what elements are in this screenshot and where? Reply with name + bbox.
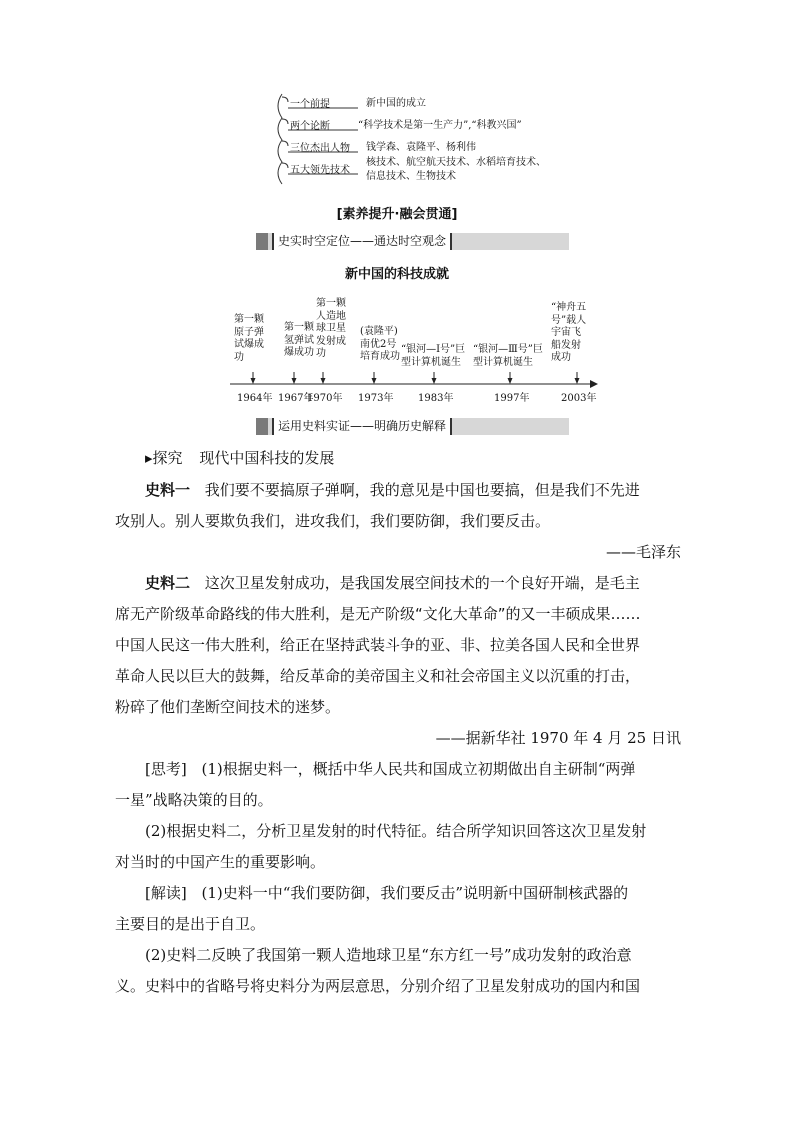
summary-label-4: 五大领先技术 [290, 165, 350, 176]
timeline-event-6: “银河—Ⅲ号”巨 型计算机诞生 [473, 344, 543, 368]
summary-detail-3: 钱学森、袁隆平、杨利伟 [366, 142, 476, 153]
timeline-arrowhead-5 [432, 378, 437, 384]
think-q1-text: (1)根据史料一，概括中华人民共和国成立初期做出自主研制“两弹 [201, 760, 636, 778]
inquiry-title: 现代中国科技的发展 [199, 449, 335, 467]
summary-label-2: 两个论断 [290, 121, 330, 132]
timeline-year-3: 1970年 [307, 393, 343, 404]
summary-label-3: 三位杰出人物 [290, 143, 350, 154]
summary-detail-4: 核技术、航空航天技术、水稻培育技术、 [366, 157, 546, 168]
band-evidence-text: 运用史料实证——明确历史解释 [272, 418, 452, 435]
source1-text-1: 我们要不要搞原子弹啊，我的意见是中国也要搞，但是我们不先进 [204, 481, 640, 499]
timeline-event-4: (袁隆平) 南优2号 培育成功 [360, 326, 400, 362]
interpret-a1-text: (1)史料一中“我们要防御，我们要反击”说明新中国研制核武器的 [201, 884, 629, 902]
interpret-a1-line1 [115, 878, 681, 909]
timeline-event-7: “神舟五 号”载人 宇宙飞 船发射 成功 [551, 302, 587, 363]
timeline-arrowhead-7 [575, 378, 580, 384]
timeline-event-2: 第一颗 氢弹试 爆成功 [284, 322, 314, 358]
timeline [226, 292, 602, 402]
source2-line1 [115, 568, 681, 599]
source2-line5: 粉碎了他们垄断空间技术的迷梦。 [115, 698, 341, 716]
source1-line1 [115, 475, 681, 506]
band-spacetime-text: 史实时空定位——通达时空观念 [272, 233, 452, 250]
think-q2-line2: 对当时的中国产生的重要影响。 [115, 853, 326, 871]
interpret-a2-line1 [115, 940, 681, 971]
timeline-year-4: 1973年 [358, 393, 394, 404]
inquiry-marker: ▸探究 [145, 449, 183, 467]
timeline-year-6: 1997年 [494, 393, 530, 404]
interpret-a1-line2: 主要目的是出于自卫。 [115, 915, 266, 933]
timeline-title: 新中国的科技成就 [344, 267, 449, 282]
summary-mindmap [270, 92, 570, 192]
timeline-arrowhead-1 [251, 378, 256, 384]
interpret-a2-text: (2)史料二反映了我国第一颗人造地球卫星“东方红一号”成功发射的政治意 [145, 946, 632, 964]
inquiry-heading [115, 443, 681, 474]
source2-line2: 席无产阶级革命路线的伟大胜利，是无产阶级“文化大革命”的又一丰硕成果…… [115, 605, 641, 623]
summary-detail-4b: 信息技术、生物技术 [366, 171, 456, 182]
source1-attribution: ——毛泽东 [605, 543, 681, 561]
band-marker [256, 233, 268, 250]
timeline-event-3: 第一颗 人造地 球卫星 发射成 功 [316, 298, 346, 359]
timeline-arrowhead-4 [372, 378, 377, 384]
timeline-event-1: 第一颗 原子弹 试爆成 功 [234, 314, 264, 363]
source1-line2: 攻别人。别人要欺负我们，进攻我们，我们要防御，我们要反击。 [115, 512, 551, 530]
source1-label: 史料一 [145, 481, 191, 499]
think-q2-text: (2)根据史料二，分析卫星发射的时代特征。结合所学知识回答这次卫星发射 [145, 822, 647, 840]
think-label: [思考] [145, 760, 187, 778]
think-q2-line1 [115, 816, 681, 847]
timeline-year-2: 1967年 [278, 393, 314, 404]
timeline-year-1: 1964年 [237, 393, 273, 404]
interpret-label: [解读] [145, 884, 187, 902]
source2-text-1: 这次卫星发射成功，是我国发展空间技术的一个良好开端，是毛主 [204, 574, 640, 592]
timeline-arrowhead-2 [292, 378, 297, 384]
timeline-arrowhead-6 [508, 378, 513, 384]
source2-attribution: ——据新华社 1970 年 4 月 25 日讯 [435, 729, 681, 747]
section-heading: [素养提升·融会贯通] [336, 207, 458, 222]
timeline-year-7: 2003年 [561, 393, 597, 404]
summary-label-1: 一个前提 [290, 99, 330, 110]
think-q1-line1 [115, 754, 681, 785]
source2-label: 史料二 [145, 574, 191, 592]
source2-line3: 中国人民这一伟大胜利，给正在坚持武装斗争的亚、非、拉美各国人民和全世界 [115, 636, 641, 654]
summary-detail-1: 新中国的成立 [366, 98, 426, 109]
band-marker-2 [256, 418, 268, 435]
band-spacetime [256, 233, 569, 250]
timeline-year-5: 1983年 [418, 393, 454, 404]
timeline-arrowhead-3 [321, 378, 326, 384]
source2-line4: 革命人民以巨大的鼓舞，给反革命的美帝国主义和社会帝国主义以沉重的打击， [115, 667, 641, 685]
timeline-event-5: “银河—Ⅰ号”巨 型计算机诞生 [401, 344, 466, 368]
band-evidence [256, 418, 569, 435]
summary-detail-2: “科学技术是第一生产力”,“科教兴国” [358, 120, 522, 131]
interpret-a2-line2: 义。史料中的省略号将史料分为两层意思，分别介绍了卫星发射成功的国内和国 [115, 977, 641, 995]
think-q1-line2: 一星”战略决策的目的。 [115, 791, 273, 809]
